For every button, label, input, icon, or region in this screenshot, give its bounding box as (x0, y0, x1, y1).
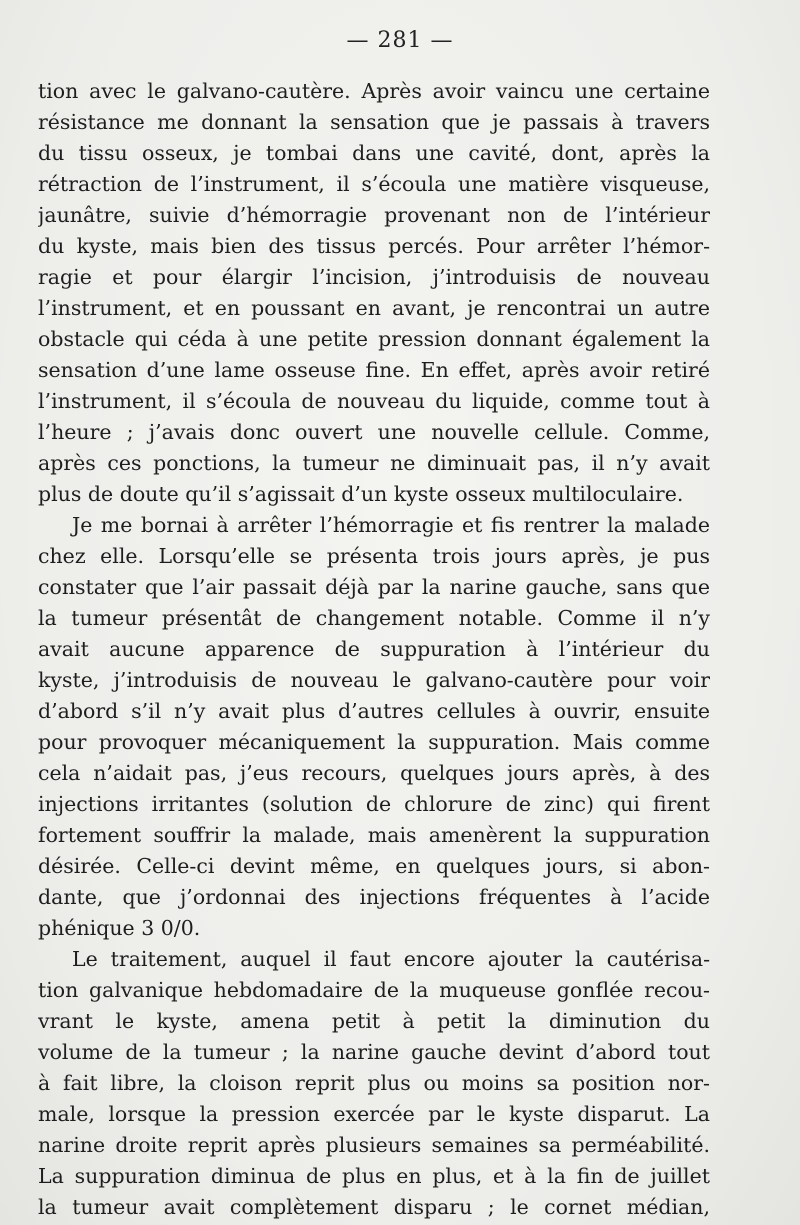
text-line: jaunâtre, suivie d’hémorragie provenant non de l’intérieur (38, 203, 710, 227)
text-line: l’instrument, et en poussant en avant, je rencontrai un autre (38, 296, 710, 320)
paragraph-end-line: phénique 3 0/0. (38, 916, 201, 940)
text-line: désirée. Celle-ci devint même, en quelques jours, si abon- (38, 854, 710, 878)
paragraph-end-line: plus de doute qu’il s’agissait d’un kyste osseux multiloculaire. (38, 482, 684, 506)
text-line: tion galvanique hebdomadaire de la muqueuse gonflée recou- (38, 978, 710, 1002)
text-line: tion avec le galvano-cautère. Après avoir vaincu une certaine (38, 79, 710, 103)
text-line: du kyste, mais bien des tissus percés. Pour arrêter l’hémor- (38, 234, 710, 258)
text-line: kyste, j’introduisis de nouveau le galvano-cautère pour voir (38, 668, 710, 692)
text-line: chez elle. Lorsqu’elle se présenta trois jours après, je pus (38, 544, 710, 568)
text-line: l’heure ; j’avais donc ouvert une nouvelle cellule. Comme, (38, 420, 710, 444)
paragraph-start-line: Le traitement, auquel il faut encore ajouter la cautérisa- (72, 947, 710, 971)
text-line: résistance me donnant la sensation que je passais à travers (38, 110, 710, 134)
text-line: rétraction de l’instrument, il s’écoula une matière visqueuse, (38, 172, 710, 196)
text-line: ragie et pour élargir l’incision, j’introduisis de nouveau (38, 265, 710, 289)
text-line: pour provoquer mécaniquement la suppuration. Mais comme (38, 730, 710, 754)
text-line: La suppuration diminua de plus en plus, et à la fin de juillet (38, 1164, 710, 1188)
text-line: vrant le kyste, amena petit à petit la diminution du (38, 1009, 710, 1033)
text-line: cela n’aidait pas, j’eus recours, quelques jours après, à des (38, 761, 710, 785)
text-line: après ces ponctions, la tumeur ne diminuait pas, il n’y avait (38, 451, 710, 475)
text-line: d’abord s’il n’y avait plus d’autres cellules à ouvrir, ensuite (38, 699, 710, 723)
text-line: male, lorsque la pression exercée par le kyste disparut. La (38, 1102, 710, 1126)
text-line: à fait libre, la cloison reprit plus ou moins sa position nor- (38, 1071, 710, 1095)
text-line: du tissu osseux, je tombai dans une cavité, dont, après la (38, 141, 710, 165)
text-line: narine droite reprit après plusieurs semaines sa perméabilité. (38, 1133, 710, 1157)
text-line: dante, que j’ordonnai des injections fréquentes à l’acide (38, 885, 710, 909)
text-line: fortement souffrir la malade, mais amenèrent la suppuration (38, 823, 710, 847)
text-line: constater que l’air passait déjà par la narine gauche, sans que (38, 575, 710, 599)
paragraph-start-line: Je me bornai à arrêter l’hémorragie et fis rentrer la malade (72, 513, 710, 537)
body-text (38, 76, 710, 1223)
text-line: avait aucune apparence de suppuration à l’intérieur du (38, 637, 710, 661)
text-line: sensation d’une lame osseuse fine. En effet, après avoir retiré (38, 358, 710, 382)
text-line: injections irritantes (solution de chlorure de zinc) qui firent (38, 792, 710, 816)
text-line: volume de la tumeur ; la narine gauche devint d’abord tout (38, 1040, 710, 1064)
text-line: la tumeur présentât de changement notable. Comme il n’y (38, 606, 710, 630)
text-line: la tumeur avait complètement disparu ; le cornet médian, (38, 1195, 710, 1219)
page-number: — 281 — (346, 28, 454, 53)
text-line: obstacle qui céda à une petite pression donnant également la (38, 327, 710, 351)
text-line: l’instrument, il s’écoula de nouveau du liquide, comme tout à (38, 389, 710, 413)
